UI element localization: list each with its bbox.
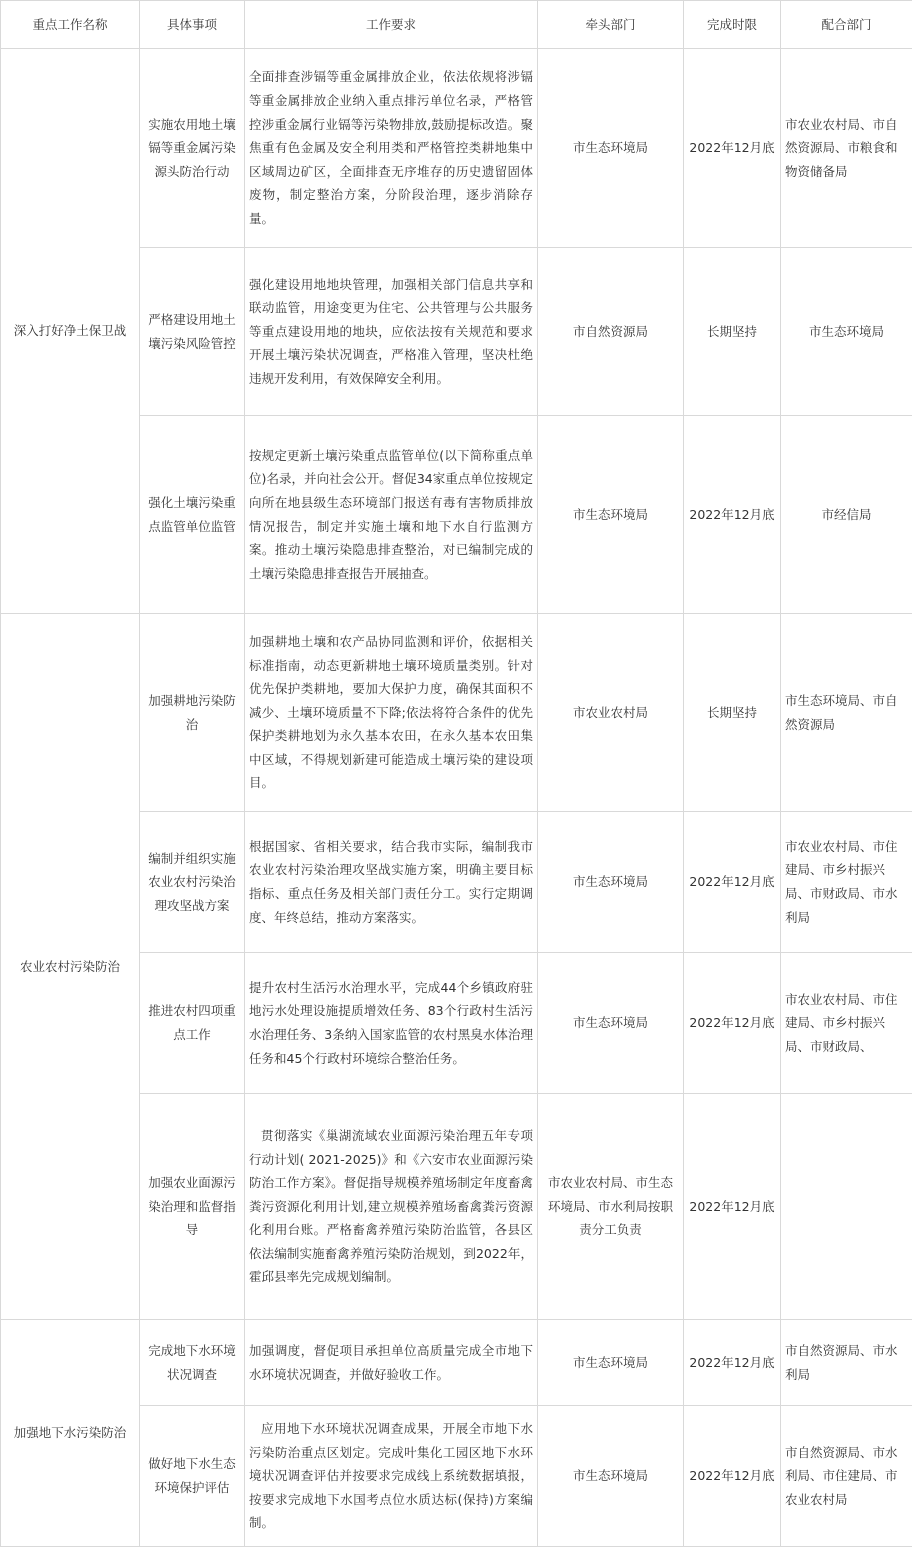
group-name: 农业农村污染防治 xyxy=(1,614,140,1320)
item-cell: 严格建设用地土壤污染风险管控 xyxy=(140,248,245,416)
coop-dept-cell: 市经信局 xyxy=(781,416,912,614)
lead-dept-cell: 市农业农村局 xyxy=(538,614,684,812)
header-row xyxy=(1,1,912,49)
deadline-cell: 2022年12月底 xyxy=(684,416,781,614)
coop-dept-cell: 市农业农村局、市住建局、市乡村振兴局、市财政局、 xyxy=(781,953,912,1094)
coop-dept-cell: 市自然资源局、市水利局 xyxy=(781,1320,912,1406)
deadline-cell: 2022年12月底 xyxy=(684,1406,781,1547)
coop-dept-cell: 市农业农村局、市自然资源局、市粮食和物资储备局 xyxy=(781,49,912,248)
lead-dept-cell: 市生态环境局 xyxy=(538,953,684,1094)
deadline-cell: 长期坚持 xyxy=(684,248,781,416)
requirement-cell: 根据国家、省相关要求，结合我市实际，编制我市农业农村污染治理攻坚战实施方案，明确主要目标指标、重点任务及相关部门责任分工。实行定期调度、年终总结，推动方案落实。 xyxy=(245,812,538,953)
lead-dept-cell: 市生态环境局 xyxy=(538,416,684,614)
requirement-cell: 应用地下水环境状况调查成果，开展全市地下水污染防治重点区划定。完成叶集化工园区地下水环境状况调查评估并按要求完成线上系统数据填报，按要求完成地下水国考点位水质达标(保持)方案编制。 xyxy=(245,1406,538,1547)
header-lead-dept: 牵头部门 xyxy=(538,1,684,49)
coop-dept-cell: 市生态环境局 xyxy=(781,248,912,416)
deadline-cell: 长期坚持 xyxy=(684,614,781,812)
group-name: 深入打好净土保卫战 xyxy=(1,49,140,614)
item-cell: 强化土壤污染重点监管单位监管 xyxy=(140,416,245,614)
header-coop-dept: 配合部门 xyxy=(781,1,912,49)
requirement-cell: 全面排查涉镉等重金属排放企业，依法依规将涉镉等重金属排放企业纳入重点排污单位名录，严格管控涉重金属行业镉等污染物排放,鼓励提标改造。聚焦重有色金属及安全利用类和严格管控类耕地集中区域周边矿区，全面排查无序堆存的历史遗留固体废物，制定整治方案，分阶段治理，逐步消除存量。 xyxy=(245,49,538,248)
header-deadline: 完成时限 xyxy=(684,1,781,49)
requirement-cell: 加强耕地土壤和农产品协同监测和评价，依据相关标准指南，动态更新耕地土壤环境质量类别。针对优先保护类耕地，要加大保护力度，确保其面积不减少、土壤环境质量不下降;依法将符合条件的优先保护类耕地划为永久基本农田，在永久基本农田集中区域，不得规划新建可能造成土壤污染的建设项目。 xyxy=(245,614,538,812)
coop-dept-cell xyxy=(781,1094,912,1320)
table-row xyxy=(1,1320,912,1406)
lead-dept-cell: 市生态环境局 xyxy=(538,1320,684,1406)
coop-dept-cell: 市农业农村局、市住建局、市乡村振兴局、市财政局、市水利局 xyxy=(781,812,912,953)
requirement-cell: 加强调度，督促项目承担单位高质量完成全市地下水环境状况调查，并做好验收工作。 xyxy=(245,1320,538,1406)
lead-dept-cell: 市生态环境局 xyxy=(538,1406,684,1547)
deadline-cell: 2022年12月底 xyxy=(684,1320,781,1406)
item-cell: 完成地下水环境状况调查 xyxy=(140,1320,245,1406)
requirement-cell: 按规定更新土壤污染重点监管单位(以下简称重点单位)名录，并向社会公开。督促34家重点单位按规定向所在地县级生态环境部门报送有毒有害物质排放情况报告，制定并实施土壤和地下水自行监测方案。推动土壤污染隐患排查整治，对已编制完成的土壤污染隐患排查报告开展抽查。 xyxy=(245,416,538,614)
requirement-cell: 强化建设用地地块管理，加强相关部门信息共享和联动监管，用途变更为住宅、公共管理与公共服务等重点建设用地的地块，应依法按有关规范和要求开展土壤污染状况调查，严格准入管理，坚决杜绝违规开发利用，有效保障安全利用。 xyxy=(245,248,538,416)
deadline-cell: 2022年12月底 xyxy=(684,812,781,953)
deadline-cell: 2022年12月底 xyxy=(684,1094,781,1320)
table-row xyxy=(1,614,912,812)
deadline-cell: 2022年12月底 xyxy=(684,953,781,1094)
item-cell: 做好地下水生态环境保护评估 xyxy=(140,1406,245,1547)
item-cell: 编制并组织实施农业农村污染治理攻坚战方案 xyxy=(140,812,245,953)
requirement-cell: 提升农村生活污水治理水平，完成44个乡镇政府驻地污水处理设施提质增效任务、83个行政村生活污水治理任务、3条纳入国家监管的农村黑臭水体治理任务和45个行政村环境综合整治任务。 xyxy=(245,953,538,1094)
lead-dept-cell: 市自然资源局 xyxy=(538,248,684,416)
requirement-cell: 贯彻落实《巢湖流域农业面源污染治理五年专项行动计划( 2021-2025)》和《六安市农业面源污染防治工作方案》。督促指导规模养殖场制定年度畜禽粪污资源化利用计划,建立规模养殖场畜禽粪污资源化利用台账。严格畜禽养殖污染防治监管，各县区依法编制实施畜禽养殖污染防治规划，到2022年，霍邱县率先完成规划编制。 xyxy=(245,1094,538,1320)
header-requirement: 工作要求 xyxy=(245,1,538,49)
item-cell: 推进农村四项重点工作 xyxy=(140,953,245,1094)
deadline-cell: 2022年12月底 xyxy=(684,49,781,248)
item-cell: 加强农业面源污染治理和监督指导 xyxy=(140,1094,245,1320)
coop-dept-cell: 市生态环境局、市自然资源局 xyxy=(781,614,912,812)
table-row xyxy=(1,49,912,248)
lead-dept-cell: 市生态环境局 xyxy=(538,49,684,248)
header-key-work: 重点工作名称 xyxy=(1,1,140,49)
item-cell: 加强耕地污染防治 xyxy=(140,614,245,812)
coop-dept-cell: 市自然资源局、市水利局、市住建局、市农业农村局 xyxy=(781,1406,912,1547)
header-specific-item: 具体事项 xyxy=(140,1,245,49)
lead-dept-cell: 市生态环境局 xyxy=(538,812,684,953)
group-name: 加强地下水污染防治 xyxy=(1,1320,140,1547)
lead-dept-cell: 市农业农村局、市生态环境局、市水利局按职责分工负责 xyxy=(538,1094,684,1320)
item-cell: 实施农用地土壤镉等重金属污染源头防治行动 xyxy=(140,49,245,248)
